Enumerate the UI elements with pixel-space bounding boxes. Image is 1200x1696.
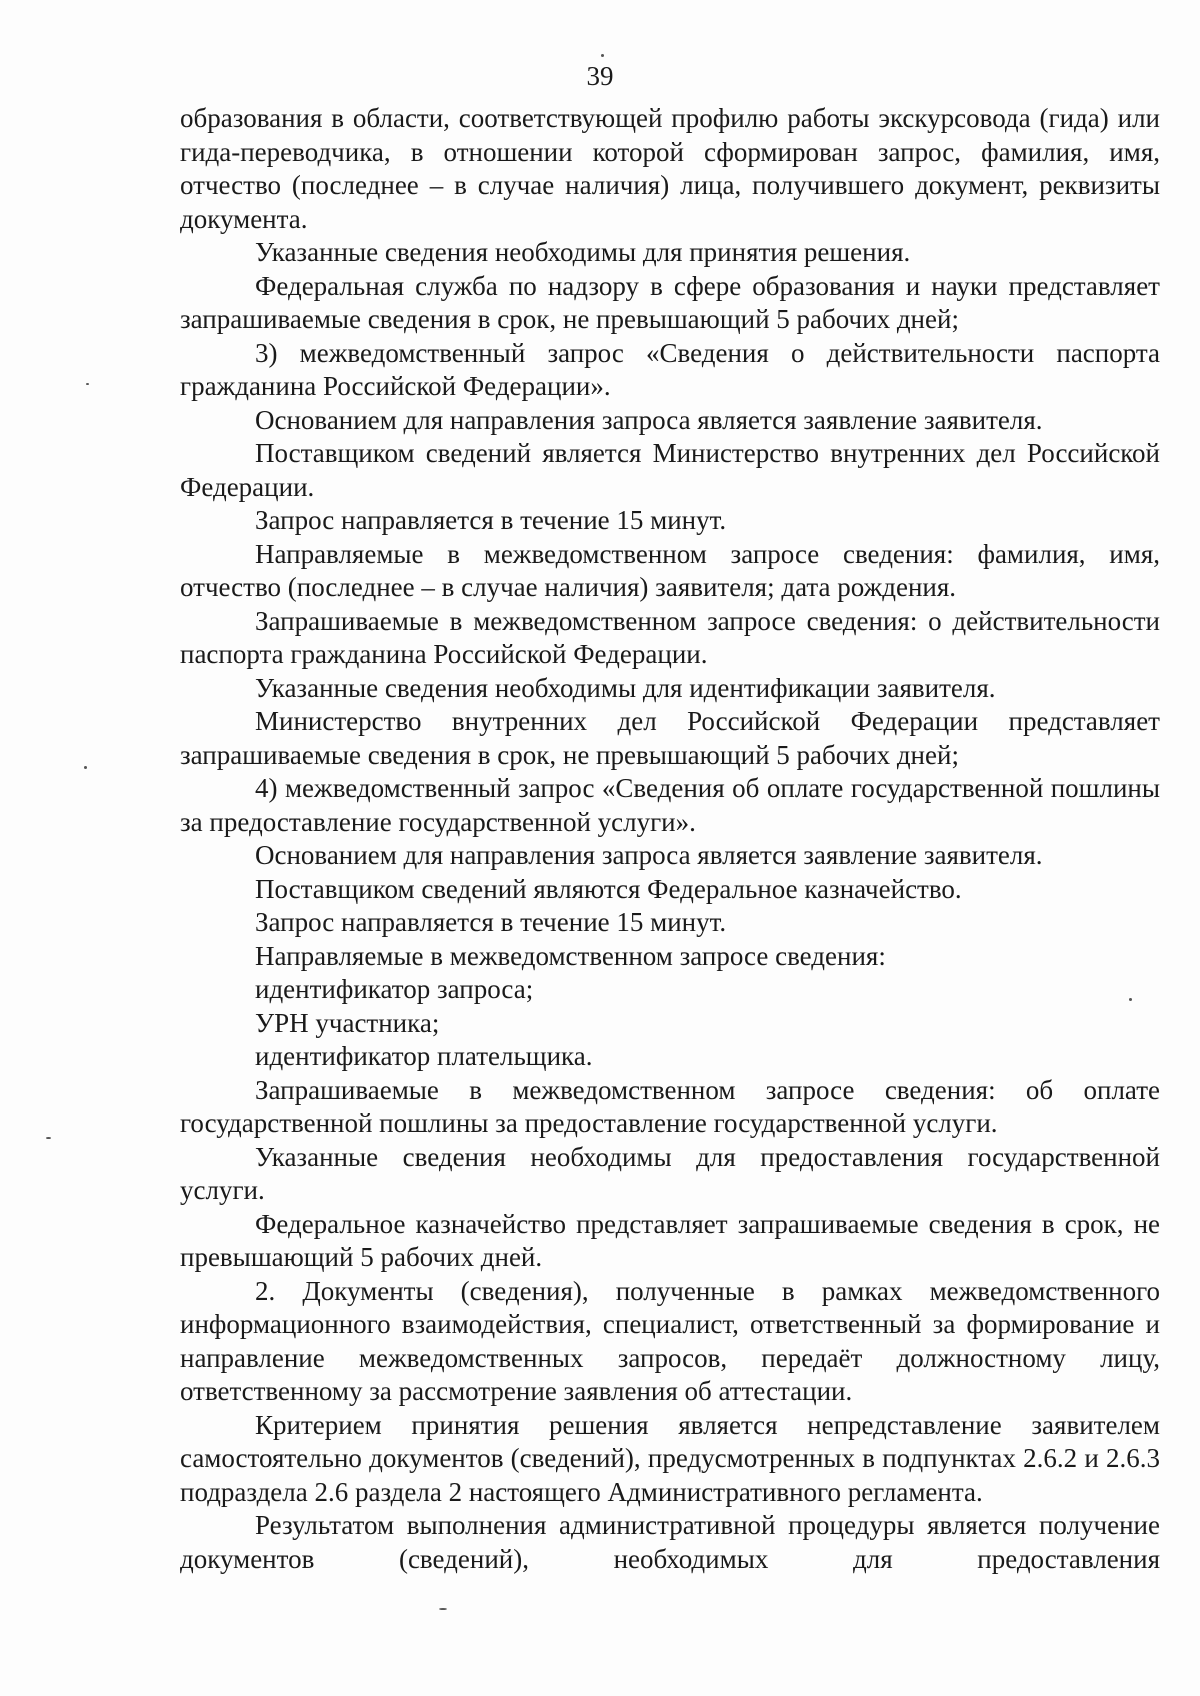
paragraph: Запрос направляется в течение 15 минут. bbox=[255, 505, 727, 535]
paragraph: 2. Документы (сведения), полученные в рамках межведомственного информационного взаимодействия, специалист, ответственный за формирование и направление межведомственных запросов, передаёт должностному лицу, ответственному за рассмотрение заявления об аттестации. bbox=[180, 1275, 1160, 1406]
paragraph: Поставщиком сведений является Министерство внутренних дел Российской Федерации. bbox=[180, 438, 1160, 502]
paragraph: Критерием принятия решения является непредставление заявителем самостоятельно документов (сведений), предусмотренных в подпунктах 2.6.2 и 2.6.3 подраздела 2.6 раздела 2 настоящего Административного регламента. bbox=[180, 1409, 1160, 1507]
paragraph: Основанием для направления запроса является заявление заявителя. bbox=[255, 404, 1043, 435]
paragraph: Федеральная служба по надзору в сфере образования и науки представляет запрашиваемые сведения в срок, не превышающий 5 рабочих дней; bbox=[180, 270, 1160, 334]
paragraph: Указанные сведения необходимы для идентификации заявителя. bbox=[255, 672, 996, 703]
paragraph: Направляемые в межведомственном запросе сведения: фамилия, имя, отчество (последнее – в случае наличия) заявителя; дата рождения. bbox=[180, 538, 1160, 602]
paragraph: Указанные сведения необходимы для принятия решения. bbox=[255, 237, 911, 267]
paragraph: Направляемые в межведомственном запросе сведения: bbox=[255, 940, 886, 971]
paragraph: идентификатор запроса; bbox=[255, 974, 534, 1004]
document-body bbox=[180, 102, 1160, 1576]
paragraph: 3) межведомственный запрос «Сведения о действительности паспорта гражданина Российской Федерации». bbox=[180, 337, 1160, 401]
paragraph: Основанием для направления запроса является заявление заявителя. bbox=[255, 840, 1043, 870]
scan-speck bbox=[86, 383, 89, 385]
scan-speck bbox=[46, 1137, 51, 1139]
paragraph: Министерство внутренних дел Российской Федерации представляет запрашиваемые сведения в срок, не превышающий 5 рабочих дней; bbox=[180, 706, 1160, 770]
paragraph: Запрос направляется в течение 15 минут. bbox=[255, 907, 727, 937]
paragraph: Федеральное казначейство представляет запрашиваемые сведения в срок, не превышающий 5 рабочих дней. bbox=[180, 1208, 1160, 1272]
scan-speck bbox=[1129, 998, 1132, 1001]
paragraph: Запрашиваемые в межведомственном запросе сведения: о действительности паспорта гражданина Российской Федерации. bbox=[180, 605, 1160, 669]
paragraph: Результатом выполнения административной процедуры является получение документов (сведений), необходимых для предоставления bbox=[180, 1510, 1160, 1574]
page-number: 39 bbox=[586, 61, 614, 91]
paragraph: Поставщиком сведений являются Федеральное казначейство. bbox=[255, 873, 962, 904]
scan-speck bbox=[439, 1608, 447, 1610]
paragraph: 4) межведомственный запрос «Сведения об оплате государственной пошлины за предоставление государственной услуги». bbox=[180, 773, 1160, 837]
scan-speck bbox=[84, 766, 87, 769]
paragraph: Запрашиваемые в межведомственном запросе сведения: об оплате государственной пошлины за предоставление государственной услуги. bbox=[180, 1074, 1160, 1138]
paragraph: идентификатор плательщика. bbox=[255, 1041, 593, 1071]
paragraph: образования в области, соответствующей профилю работы экскурсовода (гида) или гида-переводчика, в отношении которой сформирован запрос, фамилия, имя, отчество (последнее – в случае наличия) лица, получившего документ, реквизиты документа. bbox=[180, 103, 1160, 234]
scan-speck bbox=[601, 54, 604, 57]
paragraph: Указанные сведения необходимы для предоставления государственной услуги. bbox=[180, 1141, 1160, 1205]
paragraph: УРН участника; bbox=[255, 1007, 440, 1038]
